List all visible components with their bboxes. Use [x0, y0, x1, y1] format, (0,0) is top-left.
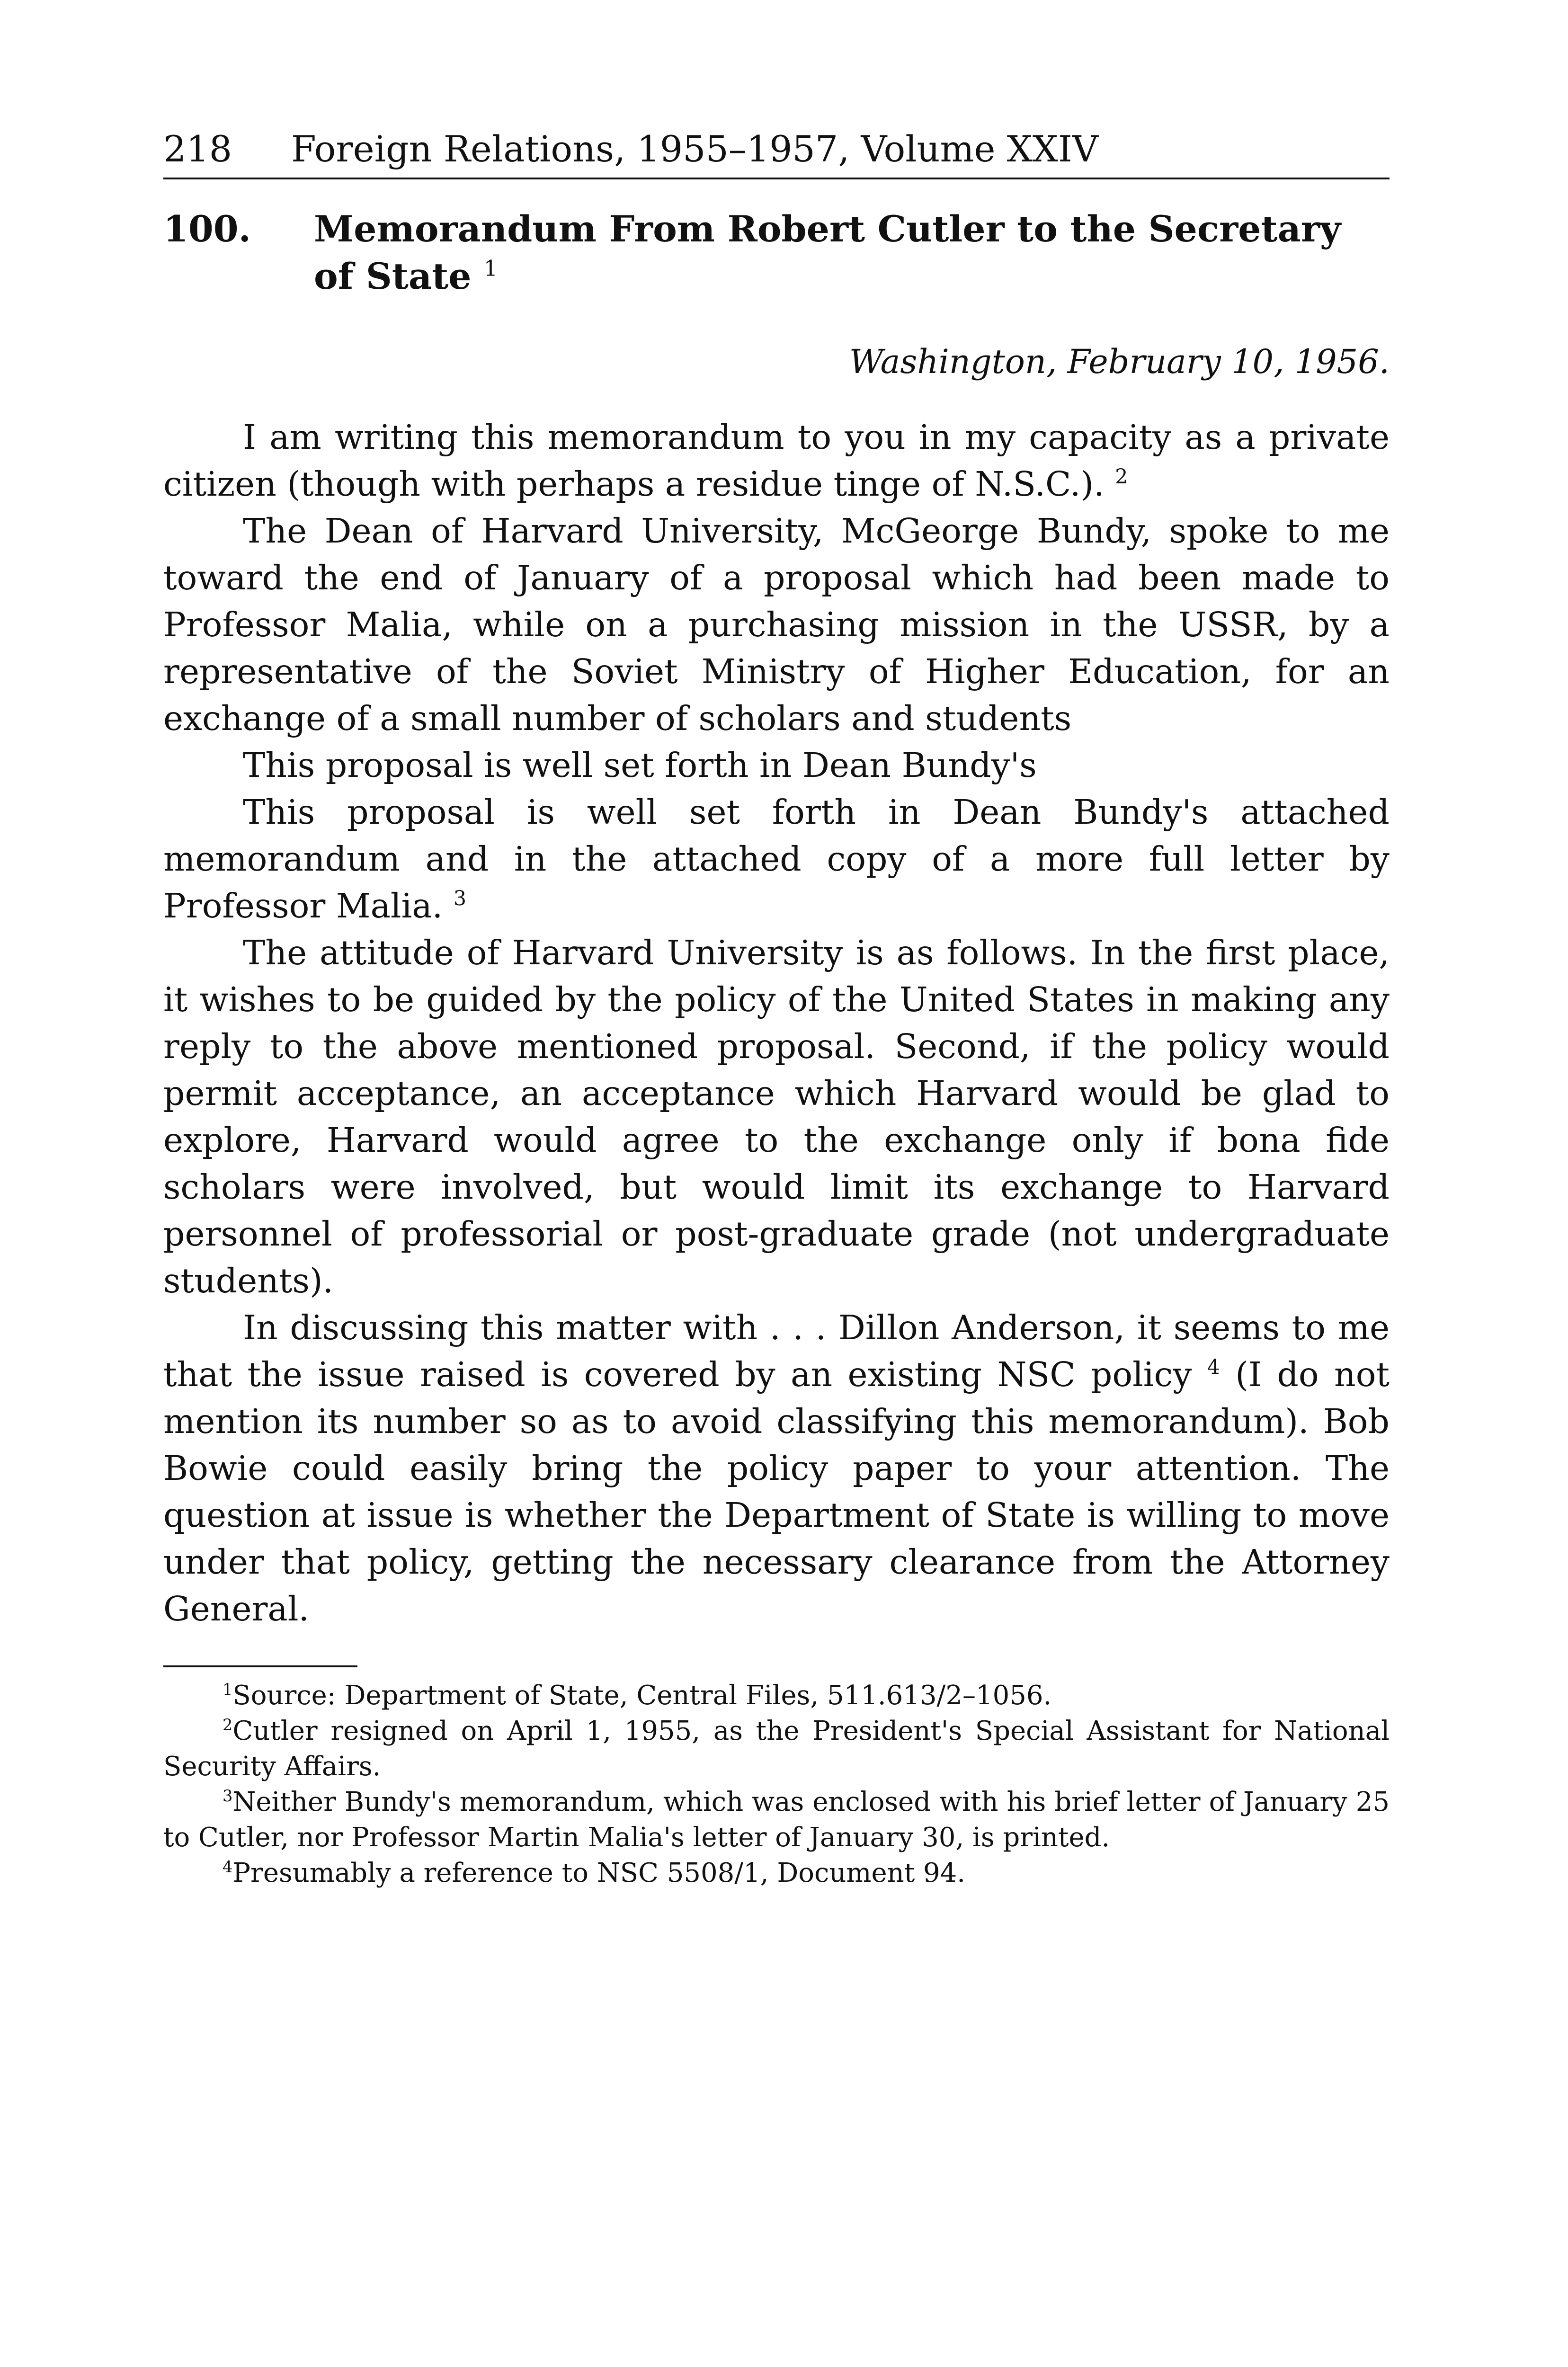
footnote-marker: 1: [223, 1680, 233, 1699]
paragraph-text: (I do not mention its number so as to avoid classifying this memorandum). Bob Bowie could easily bring the policy paper to your attention. The question at issue is whether the Department of State is willing to move under that policy, getting the necessary clearance from the Attorney General.: [163, 1355, 1390, 1628]
footnote: [163, 1784, 1390, 1855]
document-title: [314, 205, 1355, 300]
paragraph: [163, 742, 1390, 789]
footnote-ref[interactable]: 3: [453, 887, 466, 911]
footnotes: [163, 1678, 1390, 1891]
footnote-divider: [163, 1665, 357, 1667]
footnote-text: Cutler resigned on April 1, 1955, as the President's Special Assistant for National Security Affairs.: [163, 1716, 1390, 1782]
footnote-ref[interactable]: 2: [1115, 465, 1128, 489]
document-page: [163, 121, 1390, 1891]
memorandum-body: [163, 414, 1390, 1632]
book-title: Foreign Relations, 1955–1957, Volume XXIV: [291, 128, 1098, 170]
paragraph: [163, 929, 1390, 1304]
dateline: Washington, February 10, 1956.: [849, 342, 1390, 381]
paragraph: [163, 507, 1390, 742]
paragraph-text: The attitude of Harvard University is as follows. In the first place, it wishes to be guided by the policy of the United States in making any reply to the above mentioned proposal. Second, if the policy would permit acceptance, an acceptance which Harvard would be glad to explore, Harvard would agree to the exchange only if bona fide scholars were involved, but would limit its exchange to Harvard personnel of professorial or post-graduate grade (not undergraduate students).: [163, 933, 1390, 1300]
paragraph-text: In discussing this matter with . . . Dillon Anderson, it seems to me that the issue raised is covered by an existing NSC policy: [163, 1308, 1390, 1394]
paragraph-text: This proposal is well set forth in Dean Bundy's: [243, 746, 1037, 785]
footnote-marker: 3: [223, 1786, 233, 1805]
document-number: 100.: [163, 208, 251, 250]
document-heading: [163, 205, 1390, 297]
footnote-text: Neither Bundy's memorandum, which was enclosed with his brief letter of January 25 to Cutler, nor Professor Martin Malia's letter of January 30, is printed.: [163, 1787, 1390, 1853]
page-number: 218: [163, 128, 232, 170]
running-head: [163, 121, 1390, 179]
footnote: [163, 1678, 1390, 1713]
footnote-marker: 2: [223, 1715, 233, 1734]
paragraph-text: I am writing this memorandum to you in my capacity as a private citizen (though with perhaps a residue tinge of N.S.C.).: [163, 418, 1390, 504]
footnote-text: Presumably a reference to NSC 5508/1, Document 94.: [232, 1858, 966, 1888]
paragraph-text: The Dean of Harvard University, McGeorge Bundy, spoke to me toward the end of January of a proposal which had been made to Professor Malia, while on a purchasing mission in the USSR, by a representative of the Soviet Ministry of Higher Education, for an exchange of a small number of scholars and students: [163, 511, 1390, 738]
footnote: [163, 1713, 1390, 1784]
footnote-ref[interactable]: 1: [484, 256, 498, 281]
paragraph: [163, 414, 1390, 507]
paragraph: [163, 789, 1390, 929]
footnote-marker: 4: [223, 1857, 233, 1876]
footnote-ref[interactable]: 4: [1207, 1355, 1220, 1379]
paragraph-text: This proposal is well set forth in Dean Bundy's attached memorandum and in the attached copy of a more full letter by Professor Malia.: [163, 792, 1390, 925]
paragraph: [163, 1304, 1390, 1632]
footnote: [163, 1855, 1390, 1891]
document-title-text: Memorandum From Robert Cutler to the Secretary of State: [314, 208, 1341, 297]
footnote-text: Source: Department of State, Central Files, 511.613/2–1056.: [232, 1680, 1052, 1711]
